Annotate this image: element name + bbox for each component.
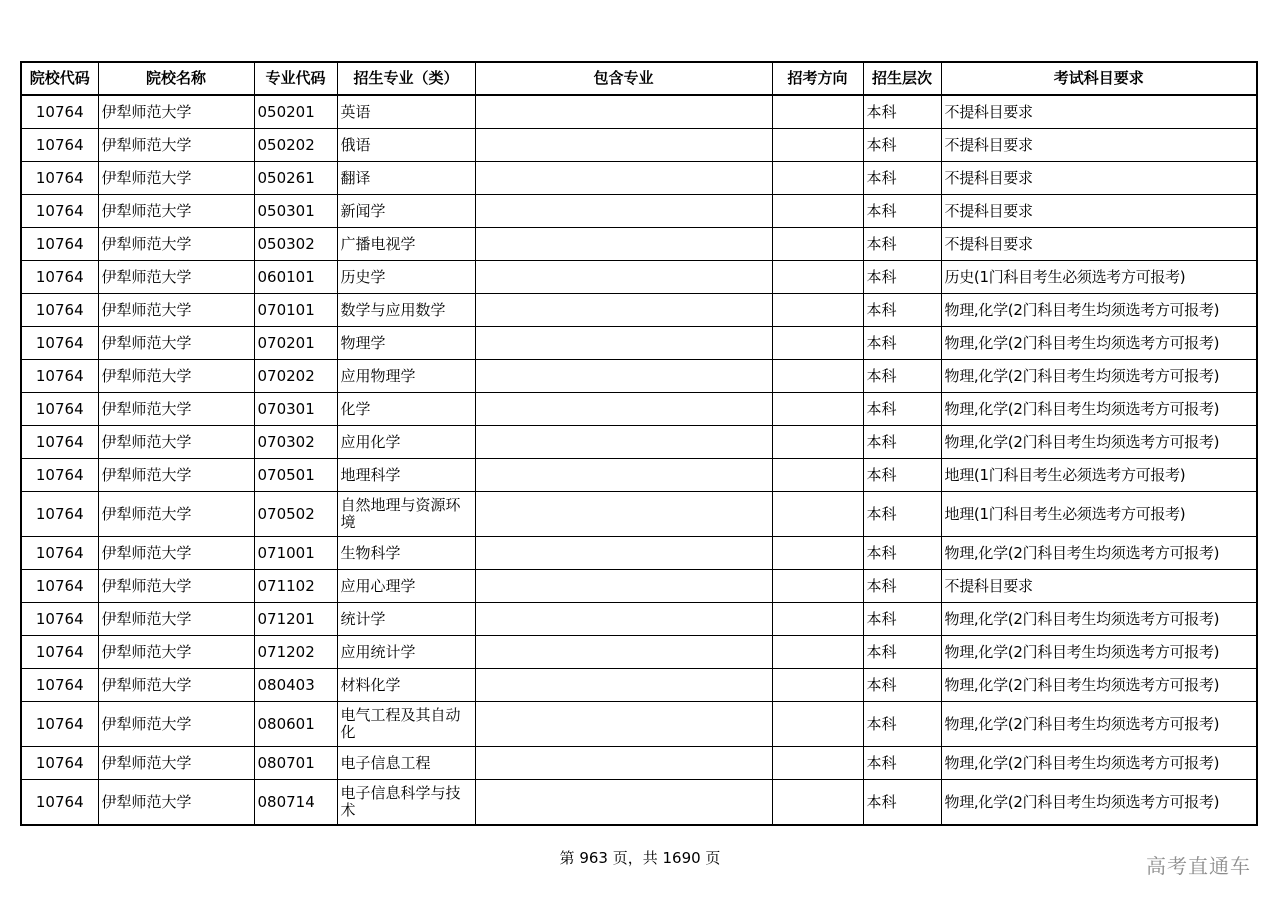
subject-requirement-cell: 物理,化学(2门科目考生均须选考方可报考) (941, 327, 1257, 360)
subject-requirement-cell: 不提科目要求 (941, 162, 1257, 195)
included-majors-cell (475, 780, 772, 826)
major-code-cell: 071201 (254, 603, 337, 636)
subject-requirement-cell: 不提科目要求 (941, 228, 1257, 261)
major-cell: 应用物理学 (337, 360, 475, 393)
header-major-code: 专业代码 (254, 62, 337, 95)
included-majors-cell (475, 426, 772, 459)
direction-cell (772, 195, 863, 228)
major-code-cell: 050261 (254, 162, 337, 195)
school-name-cell: 伊犁师范大学 (98, 570, 254, 603)
included-majors-cell (475, 95, 772, 129)
table-row (21, 195, 1257, 228)
school-name-cell: 伊犁师范大学 (98, 294, 254, 327)
level-cell: 本科 (863, 747, 941, 780)
level-cell: 本科 (863, 669, 941, 702)
subject-requirement-cell: 地理(1门科目考生必须选考方可报考) (941, 492, 1257, 537)
table-row (21, 261, 1257, 294)
level-cell: 本科 (863, 492, 941, 537)
direction-cell (772, 162, 863, 195)
major-code-cell: 070501 (254, 459, 337, 492)
major-cell: 俄语 (337, 129, 475, 162)
school-name-cell: 伊犁师范大学 (98, 195, 254, 228)
subject-requirement-cell: 不提科目要求 (941, 570, 1257, 603)
table-header-row (21, 62, 1257, 95)
major-cell: 物理学 (337, 327, 475, 360)
major-code-cell: 071102 (254, 570, 337, 603)
school-code-cell: 10764 (21, 129, 98, 162)
included-majors-cell (475, 327, 772, 360)
direction-cell (772, 294, 863, 327)
direction-cell (772, 129, 863, 162)
header-level: 招生层次 (863, 62, 941, 95)
major-code-cell: 050301 (254, 195, 337, 228)
direction-cell (772, 228, 863, 261)
subject-requirement-cell: 物理,化学(2门科目考生均须选考方可报考) (941, 603, 1257, 636)
major-code-cell: 080714 (254, 780, 337, 826)
major-cell: 统计学 (337, 603, 475, 636)
major-code-cell: 070201 (254, 327, 337, 360)
direction-cell (772, 492, 863, 537)
school-name-cell: 伊犁师范大学 (98, 162, 254, 195)
level-cell: 本科 (863, 636, 941, 669)
major-code-cell: 070302 (254, 426, 337, 459)
school-code-cell: 10764 (21, 459, 98, 492)
major-code-cell: 071202 (254, 636, 337, 669)
subject-requirement-cell: 物理,化学(2门科目考生均须选考方可报考) (941, 360, 1257, 393)
table-row (21, 603, 1257, 636)
major-code-cell: 080701 (254, 747, 337, 780)
included-majors-cell (475, 228, 772, 261)
included-majors-cell (475, 360, 772, 393)
major-cell: 电气工程及其自动化 (337, 702, 475, 747)
school-name-cell: 伊犁师范大学 (98, 702, 254, 747)
included-majors-cell (475, 636, 772, 669)
table-row (21, 162, 1257, 195)
included-majors-cell (475, 702, 772, 747)
major-code-cell: 070502 (254, 492, 337, 537)
school-code-cell: 10764 (21, 636, 98, 669)
major-code-cell: 080403 (254, 669, 337, 702)
school-name-cell: 伊犁师范大学 (98, 327, 254, 360)
school-name-cell: 伊犁师范大学 (98, 636, 254, 669)
major-cell: 新闻学 (337, 195, 475, 228)
admissions-table (20, 61, 1258, 826)
included-majors-cell (475, 537, 772, 570)
school-code-cell: 10764 (21, 780, 98, 826)
table-row (21, 570, 1257, 603)
major-cell: 应用化学 (337, 426, 475, 459)
major-cell: 化学 (337, 393, 475, 426)
school-name-cell: 伊犁师范大学 (98, 459, 254, 492)
table-row (21, 393, 1257, 426)
school-code-cell: 10764 (21, 294, 98, 327)
major-cell: 自然地理与资源环境 (337, 492, 475, 537)
major-code-cell: 070202 (254, 360, 337, 393)
included-majors-cell (475, 294, 772, 327)
major-cell: 广播电视学 (337, 228, 475, 261)
table-row (21, 294, 1257, 327)
subject-requirement-cell: 不提科目要求 (941, 129, 1257, 162)
subject-requirement-cell: 物理,化学(2门科目考生均须选考方可报考) (941, 537, 1257, 570)
subject-requirement-cell: 不提科目要求 (941, 95, 1257, 129)
level-cell: 本科 (863, 95, 941, 129)
level-cell: 本科 (863, 603, 941, 636)
table-body (21, 95, 1257, 825)
school-name-cell: 伊犁师范大学 (98, 360, 254, 393)
included-majors-cell (475, 603, 772, 636)
school-code-cell: 10764 (21, 492, 98, 537)
header-major: 招生专业（类） (337, 62, 475, 95)
major-code-cell: 050302 (254, 228, 337, 261)
direction-cell (772, 702, 863, 747)
school-name-cell: 伊犁师范大学 (98, 747, 254, 780)
table-row (21, 492, 1257, 537)
school-code-cell: 10764 (21, 603, 98, 636)
major-code-cell: 070301 (254, 393, 337, 426)
direction-cell (772, 261, 863, 294)
direction-cell (772, 747, 863, 780)
direction-cell (772, 459, 863, 492)
school-name-cell: 伊犁师范大学 (98, 393, 254, 426)
major-code-cell: 050201 (254, 95, 337, 129)
table-row (21, 426, 1257, 459)
school-name-cell: 伊犁师范大学 (98, 261, 254, 294)
major-cell: 电子信息工程 (337, 747, 475, 780)
subject-requirement-cell: 物理,化学(2门科目考生均须选考方可报考) (941, 747, 1257, 780)
level-cell: 本科 (863, 195, 941, 228)
school-name-cell: 伊犁师范大学 (98, 492, 254, 537)
included-majors-cell (475, 129, 772, 162)
school-code-cell: 10764 (21, 570, 98, 603)
subject-requirement-cell: 物理,化学(2门科目考生均须选考方可报考) (941, 702, 1257, 747)
included-majors-cell (475, 162, 772, 195)
level-cell: 本科 (863, 261, 941, 294)
level-cell: 本科 (863, 327, 941, 360)
direction-cell (772, 327, 863, 360)
major-cell: 材料化学 (337, 669, 475, 702)
major-code-cell: 080601 (254, 702, 337, 747)
header-direction: 招考方向 (772, 62, 863, 95)
school-code-cell: 10764 (21, 162, 98, 195)
header-included-majors: 包含专业 (475, 62, 772, 95)
direction-cell (772, 95, 863, 129)
table-row (21, 669, 1257, 702)
direction-cell (772, 360, 863, 393)
level-cell: 本科 (863, 780, 941, 826)
subject-requirement-cell: 物理,化学(2门科目考生均须选考方可报考) (941, 780, 1257, 826)
major-code-cell: 050202 (254, 129, 337, 162)
school-code-cell: 10764 (21, 669, 98, 702)
school-code-cell: 10764 (21, 228, 98, 261)
included-majors-cell (475, 669, 772, 702)
level-cell: 本科 (863, 393, 941, 426)
included-majors-cell (475, 492, 772, 537)
major-cell: 数学与应用数学 (337, 294, 475, 327)
page-indicator: 第 963 页，共 1690 页 (559, 849, 721, 867)
major-cell: 英语 (337, 95, 475, 129)
major-cell: 翻译 (337, 162, 475, 195)
major-cell: 电子信息科学与技术 (337, 780, 475, 826)
major-cell: 历史学 (337, 261, 475, 294)
table-row (21, 129, 1257, 162)
school-name-cell: 伊犁师范大学 (98, 426, 254, 459)
school-code-cell: 10764 (21, 195, 98, 228)
subject-requirement-cell: 物理,化学(2门科目考生均须选考方可报考) (941, 669, 1257, 702)
school-name-cell: 伊犁师范大学 (98, 129, 254, 162)
subject-requirement-cell: 物理,化学(2门科目考生均须选考方可报考) (941, 393, 1257, 426)
subject-requirement-cell: 不提科目要求 (941, 195, 1257, 228)
school-code-cell: 10764 (21, 261, 98, 294)
direction-cell (772, 669, 863, 702)
level-cell: 本科 (863, 129, 941, 162)
direction-cell (772, 603, 863, 636)
major-code-cell: 070101 (254, 294, 337, 327)
table-row (21, 537, 1257, 570)
table-row (21, 636, 1257, 669)
school-name-cell: 伊犁师范大学 (98, 603, 254, 636)
school-name-cell: 伊犁师范大学 (98, 95, 254, 129)
level-cell: 本科 (863, 294, 941, 327)
subject-requirement-cell: 物理,化学(2门科目考生均须选考方可报考) (941, 294, 1257, 327)
direction-cell (772, 393, 863, 426)
included-majors-cell (475, 261, 772, 294)
included-majors-cell (475, 747, 772, 780)
table-row (21, 702, 1257, 747)
school-name-cell: 伊犁师范大学 (98, 669, 254, 702)
major-cell: 应用统计学 (337, 636, 475, 669)
included-majors-cell (475, 393, 772, 426)
major-code-cell: 060101 (254, 261, 337, 294)
header-school-name: 院校名称 (98, 62, 254, 95)
table-row (21, 780, 1257, 826)
level-cell: 本科 (863, 360, 941, 393)
school-name-cell: 伊犁师范大学 (98, 780, 254, 826)
included-majors-cell (475, 459, 772, 492)
level-cell: 本科 (863, 570, 941, 603)
school-code-cell: 10764 (21, 537, 98, 570)
direction-cell (772, 426, 863, 459)
header-school-code: 院校代码 (21, 62, 98, 95)
watermark: 高考直通车 (1146, 854, 1251, 878)
major-cell: 地理科学 (337, 459, 475, 492)
direction-cell (772, 636, 863, 669)
school-code-cell: 10764 (21, 393, 98, 426)
table-row (21, 360, 1257, 393)
subject-requirement-cell: 历史(1门科目考生必须选考方可报考) (941, 261, 1257, 294)
subject-requirement-cell: 物理,化学(2门科目考生均须选考方可报考) (941, 426, 1257, 459)
school-code-cell: 10764 (21, 702, 98, 747)
table-row (21, 228, 1257, 261)
school-name-cell: 伊犁师范大学 (98, 537, 254, 570)
school-name-cell: 伊犁师范大学 (98, 228, 254, 261)
major-cell: 应用心理学 (337, 570, 475, 603)
subject-requirement-cell: 物理,化学(2门科目考生均须选考方可报考) (941, 636, 1257, 669)
direction-cell (772, 570, 863, 603)
table-row (21, 327, 1257, 360)
table-row (21, 459, 1257, 492)
level-cell: 本科 (863, 459, 941, 492)
included-majors-cell (475, 195, 772, 228)
school-code-cell: 10764 (21, 747, 98, 780)
level-cell: 本科 (863, 537, 941, 570)
direction-cell (772, 537, 863, 570)
table-row (21, 95, 1257, 129)
direction-cell (772, 780, 863, 826)
subject-requirement-cell: 地理(1门科目考生必须选考方可报考) (941, 459, 1257, 492)
level-cell: 本科 (863, 162, 941, 195)
major-code-cell: 071001 (254, 537, 337, 570)
school-code-cell: 10764 (21, 426, 98, 459)
school-code-cell: 10764 (21, 327, 98, 360)
school-code-cell: 10764 (21, 360, 98, 393)
school-code-cell: 10764 (21, 95, 98, 129)
table-row (21, 747, 1257, 780)
header-subject-requirement: 考试科目要求 (941, 62, 1257, 95)
level-cell: 本科 (863, 702, 941, 747)
major-cell: 生物科学 (337, 537, 475, 570)
included-majors-cell (475, 570, 772, 603)
level-cell: 本科 (863, 228, 941, 261)
level-cell: 本科 (863, 426, 941, 459)
